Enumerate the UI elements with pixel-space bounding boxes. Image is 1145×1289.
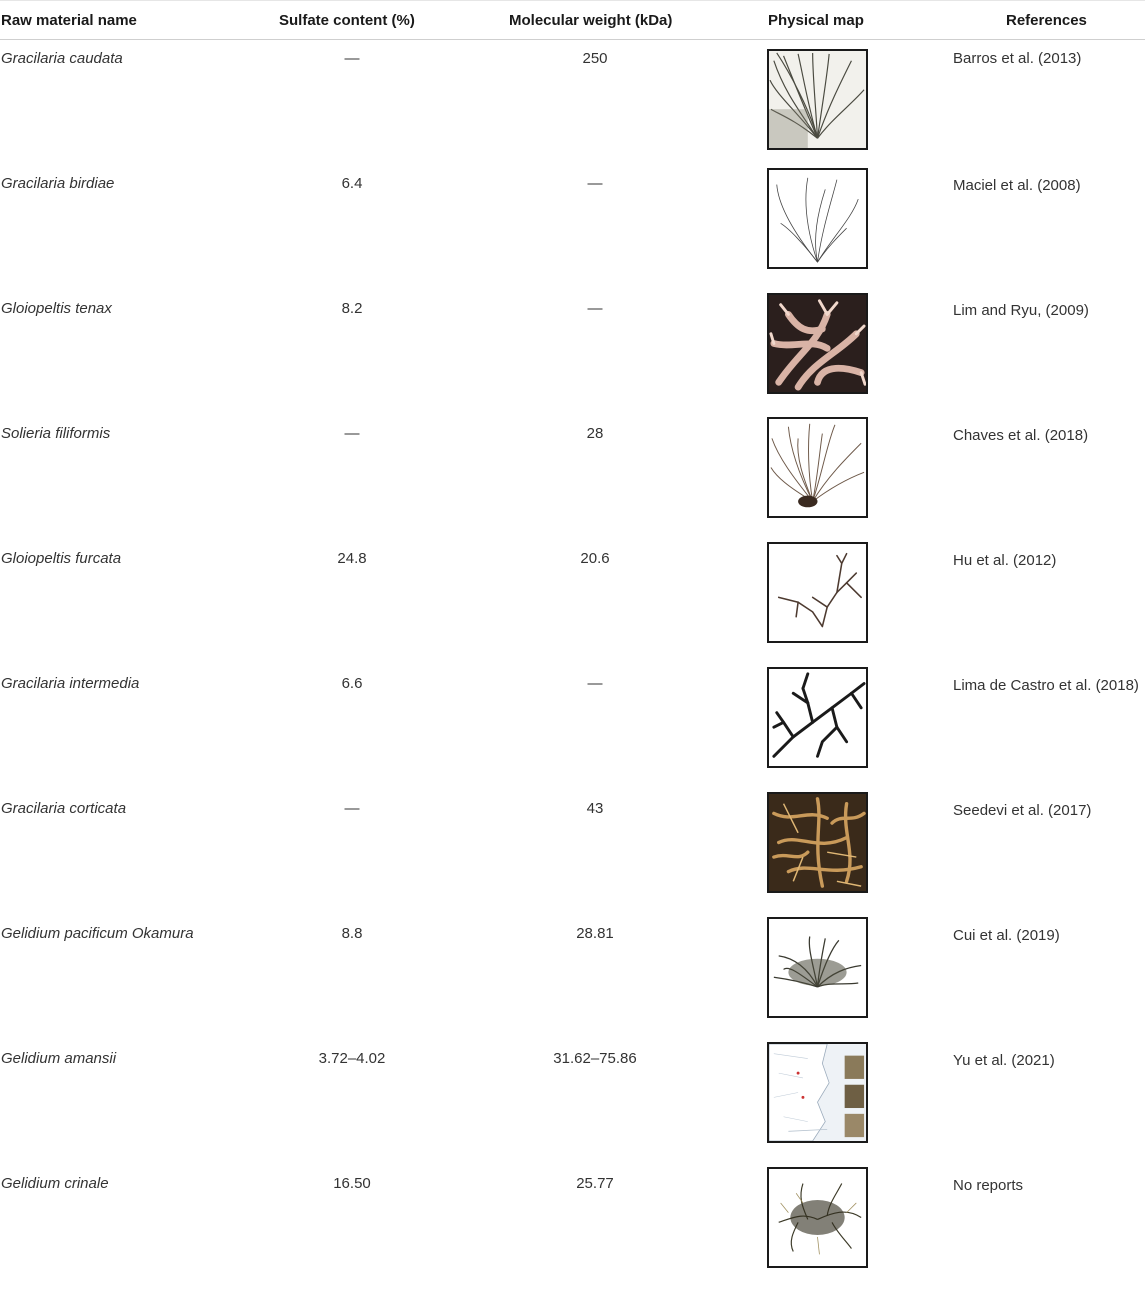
molecular-weight: — [587,675,603,692]
sulfate-content: — [344,800,360,817]
molecular-weight: 43 [586,800,604,817]
table-row [0,664,1145,789]
table-row [0,1164,1145,1289]
molecular-weight: 28 [586,425,604,442]
header-sulfate: Sulfate content (%) [279,12,415,29]
molecular-weight: 28.81 [576,925,614,942]
reference: Barros et al. (2013) [953,50,1082,67]
raw-material-name: Gelidium amansii [1,1050,117,1067]
sulfate-content: 8.2 [341,300,363,317]
reference: Lim and Ryu, (2009) [953,302,1089,319]
seaweed-photo [767,49,868,150]
seaweed-photo [767,792,868,893]
seaweed-photo [767,293,868,394]
table-row [0,39,1145,164]
raw-material-name: Solieria filiformis [1,425,111,442]
sulfate-content: — [344,425,360,442]
molecular-weight: — [587,175,603,192]
reference: Maciel et al. (2008) [953,177,1081,194]
table-row [0,539,1145,664]
reference: Hu et al. (2012) [953,552,1057,569]
raw-material-name: Gracilaria corticata [1,800,127,817]
seaweed-photo [767,168,868,269]
table-row [0,289,1145,414]
sulfate-content: 24.8 [337,550,367,567]
raw-material-name: Gelidium pacificum Okamura [1,925,194,942]
map-with-photos [767,1042,868,1143]
table-row [0,164,1145,289]
molecular-weight: 20.6 [580,550,610,567]
table-row [0,789,1145,914]
sulfate-content: 6.4 [341,175,363,192]
reference: Cui et al. (2019) [953,927,1060,944]
table-row [0,414,1145,539]
sulfate-content: 6.6 [341,675,363,692]
seaweed-photo [767,1167,868,1268]
raw-material-name: Gracilaria birdiae [1,175,115,192]
reference: No reports [953,1177,1024,1194]
header-references: References [1006,12,1087,29]
raw-material-name: Gracilaria caudata [1,50,123,67]
header-physical-map: Physical map [768,12,864,29]
raw-material-name: Gracilaria intermedia [1,675,140,692]
seaweed-photo [767,542,868,643]
reference: Yu et al. (2021) [953,1052,1055,1069]
molecular-weight: 31.62–75.86 [553,1050,637,1067]
table-header [0,0,1145,40]
sulfate-content: 3.72–4.02 [318,1050,386,1067]
table-row [0,914,1145,1039]
seaweed-photo [767,667,868,768]
seaweed-photo [767,417,868,518]
reference: Seedevi et al. (2017) [953,802,1092,819]
header-name: Raw material name [1,12,137,29]
reference: Chaves et al. (2018) [953,427,1089,444]
raw-material-name: Gloiopeltis tenax [1,300,112,317]
molecular-weight: — [587,300,603,317]
reference: Lima de Castro et al. (2018) [953,677,1139,694]
sulfate-content: 16.50 [333,1175,371,1192]
seaweed-photo [767,917,868,1018]
molecular-weight: 25.77 [576,1175,614,1192]
table-row [0,1039,1145,1164]
sulfate-content: 8.8 [341,925,363,942]
raw-material-name: Gloiopeltis furcata [1,550,122,567]
raw-material-name: Gelidium crinale [1,1175,109,1192]
sulfate-content: — [344,50,360,67]
header-molecular-weight: Molecular weight (kDa) [509,12,673,29]
molecular-weight: 250 [582,50,608,67]
